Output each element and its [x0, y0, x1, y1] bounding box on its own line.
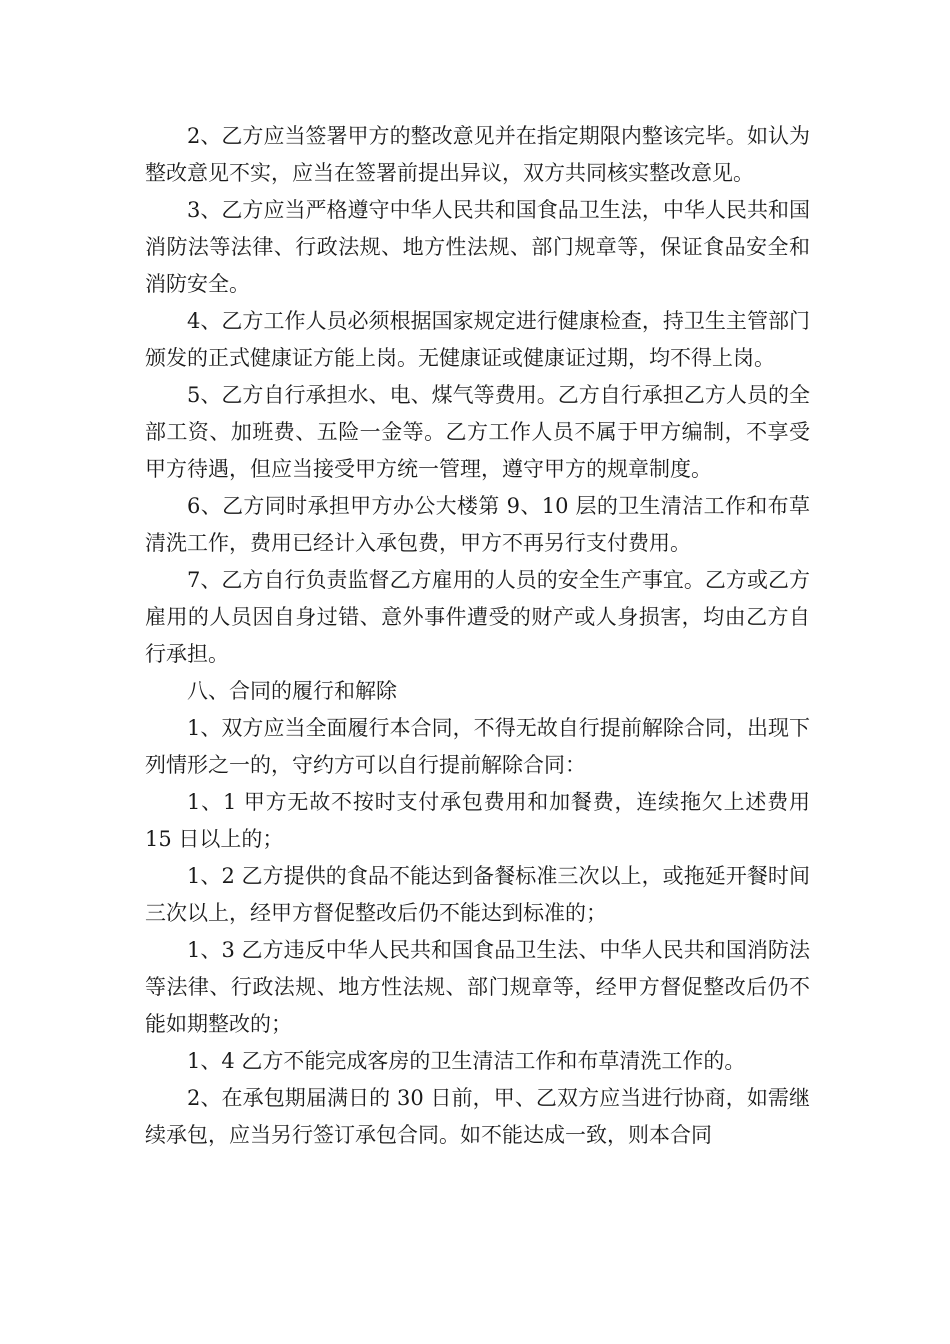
paragraph-termination-1: 1、双方应当全面履行本合同，不得无故自行提前解除合同，出现下列情形之一的，守约方可以自行提前解除合同： — [145, 716, 810, 777]
paragraph-clause-2: 2、乙方应当签署甲方的整改意见并在指定期限内整该完毕。如认为整改意见不实，应当在签署前提出异议，双方共同核实整改意见。 — [145, 124, 810, 185]
section-heading-8: 八、合同的履行和解除 — [187, 679, 397, 703]
paragraph-clause-4: 4、乙方工作人员必须根据国家规定进行健康检查，持卫生主管部门颁发的正式健康证方能上岗。无健康证或健康证过期，均不得上岗。 — [145, 309, 810, 370]
document-body — [145, 118, 810, 1154]
paragraph-clause-7: 7、乙方自行负责监督乙方雇用的人员的安全生产事宜。乙方或乙方雇用的人员因自身过错、意外事件遭受的财产或人身损害，均由乙方自行承担。 — [145, 568, 810, 666]
paragraph-clause-3: 3、乙方应当严格遵守中华人民共和国食品卫生法，中华人民共和国消防法等法律、行政法规、地方性法规、部门规章等，保证食品安全和消防安全。 — [145, 198, 810, 296]
paragraph-clause-5: 5、乙方自行承担水、电、煤气等费用。乙方自行承担乙方人员的全部工资、加班费、五险一金等。乙方工作人员不属于甲方编制，不享受甲方待遇，但应当接受甲方统一管理，遵守甲方的规章制度。 — [145, 383, 810, 481]
paragraph-termination-1-1: 1、1 甲方无故不按时支付承包费用和加餐费，连续拖欠上述费用 15 日以上的； — [145, 790, 810, 851]
paragraph-termination-2: 2、在承包期届满日的 30 日前，甲、乙双方应当进行协商，如需继续承包，应当另行签订承包合同。如不能达成一致，则本合同 — [145, 1086, 810, 1147]
paragraph-termination-1-3: 1、3 乙方违反中华人民共和国食品卫生法、中华人民共和国消防法等法律、行政法规、地方性法规、部门规章等，经甲方督促整改后仍不能如期整改的； — [145, 938, 810, 1036]
paragraph-clause-6: 6、乙方同时承担甲方办公大楼第 9、10 层的卫生清洁工作和布草清洗工作，费用已经计入承包费，甲方不再另行支付费用。 — [145, 494, 810, 555]
paragraph-termination-1-2: 1、2 乙方提供的食品不能达到备餐标准三次以上，或拖延开餐时间三次以上，经甲方督促整改后仍不能达到标准的； — [145, 864, 810, 925]
paragraph-termination-1-4: 1、4 乙方不能完成客房的卫生清洁工作和布草清洗工作的。 — [187, 1049, 746, 1073]
